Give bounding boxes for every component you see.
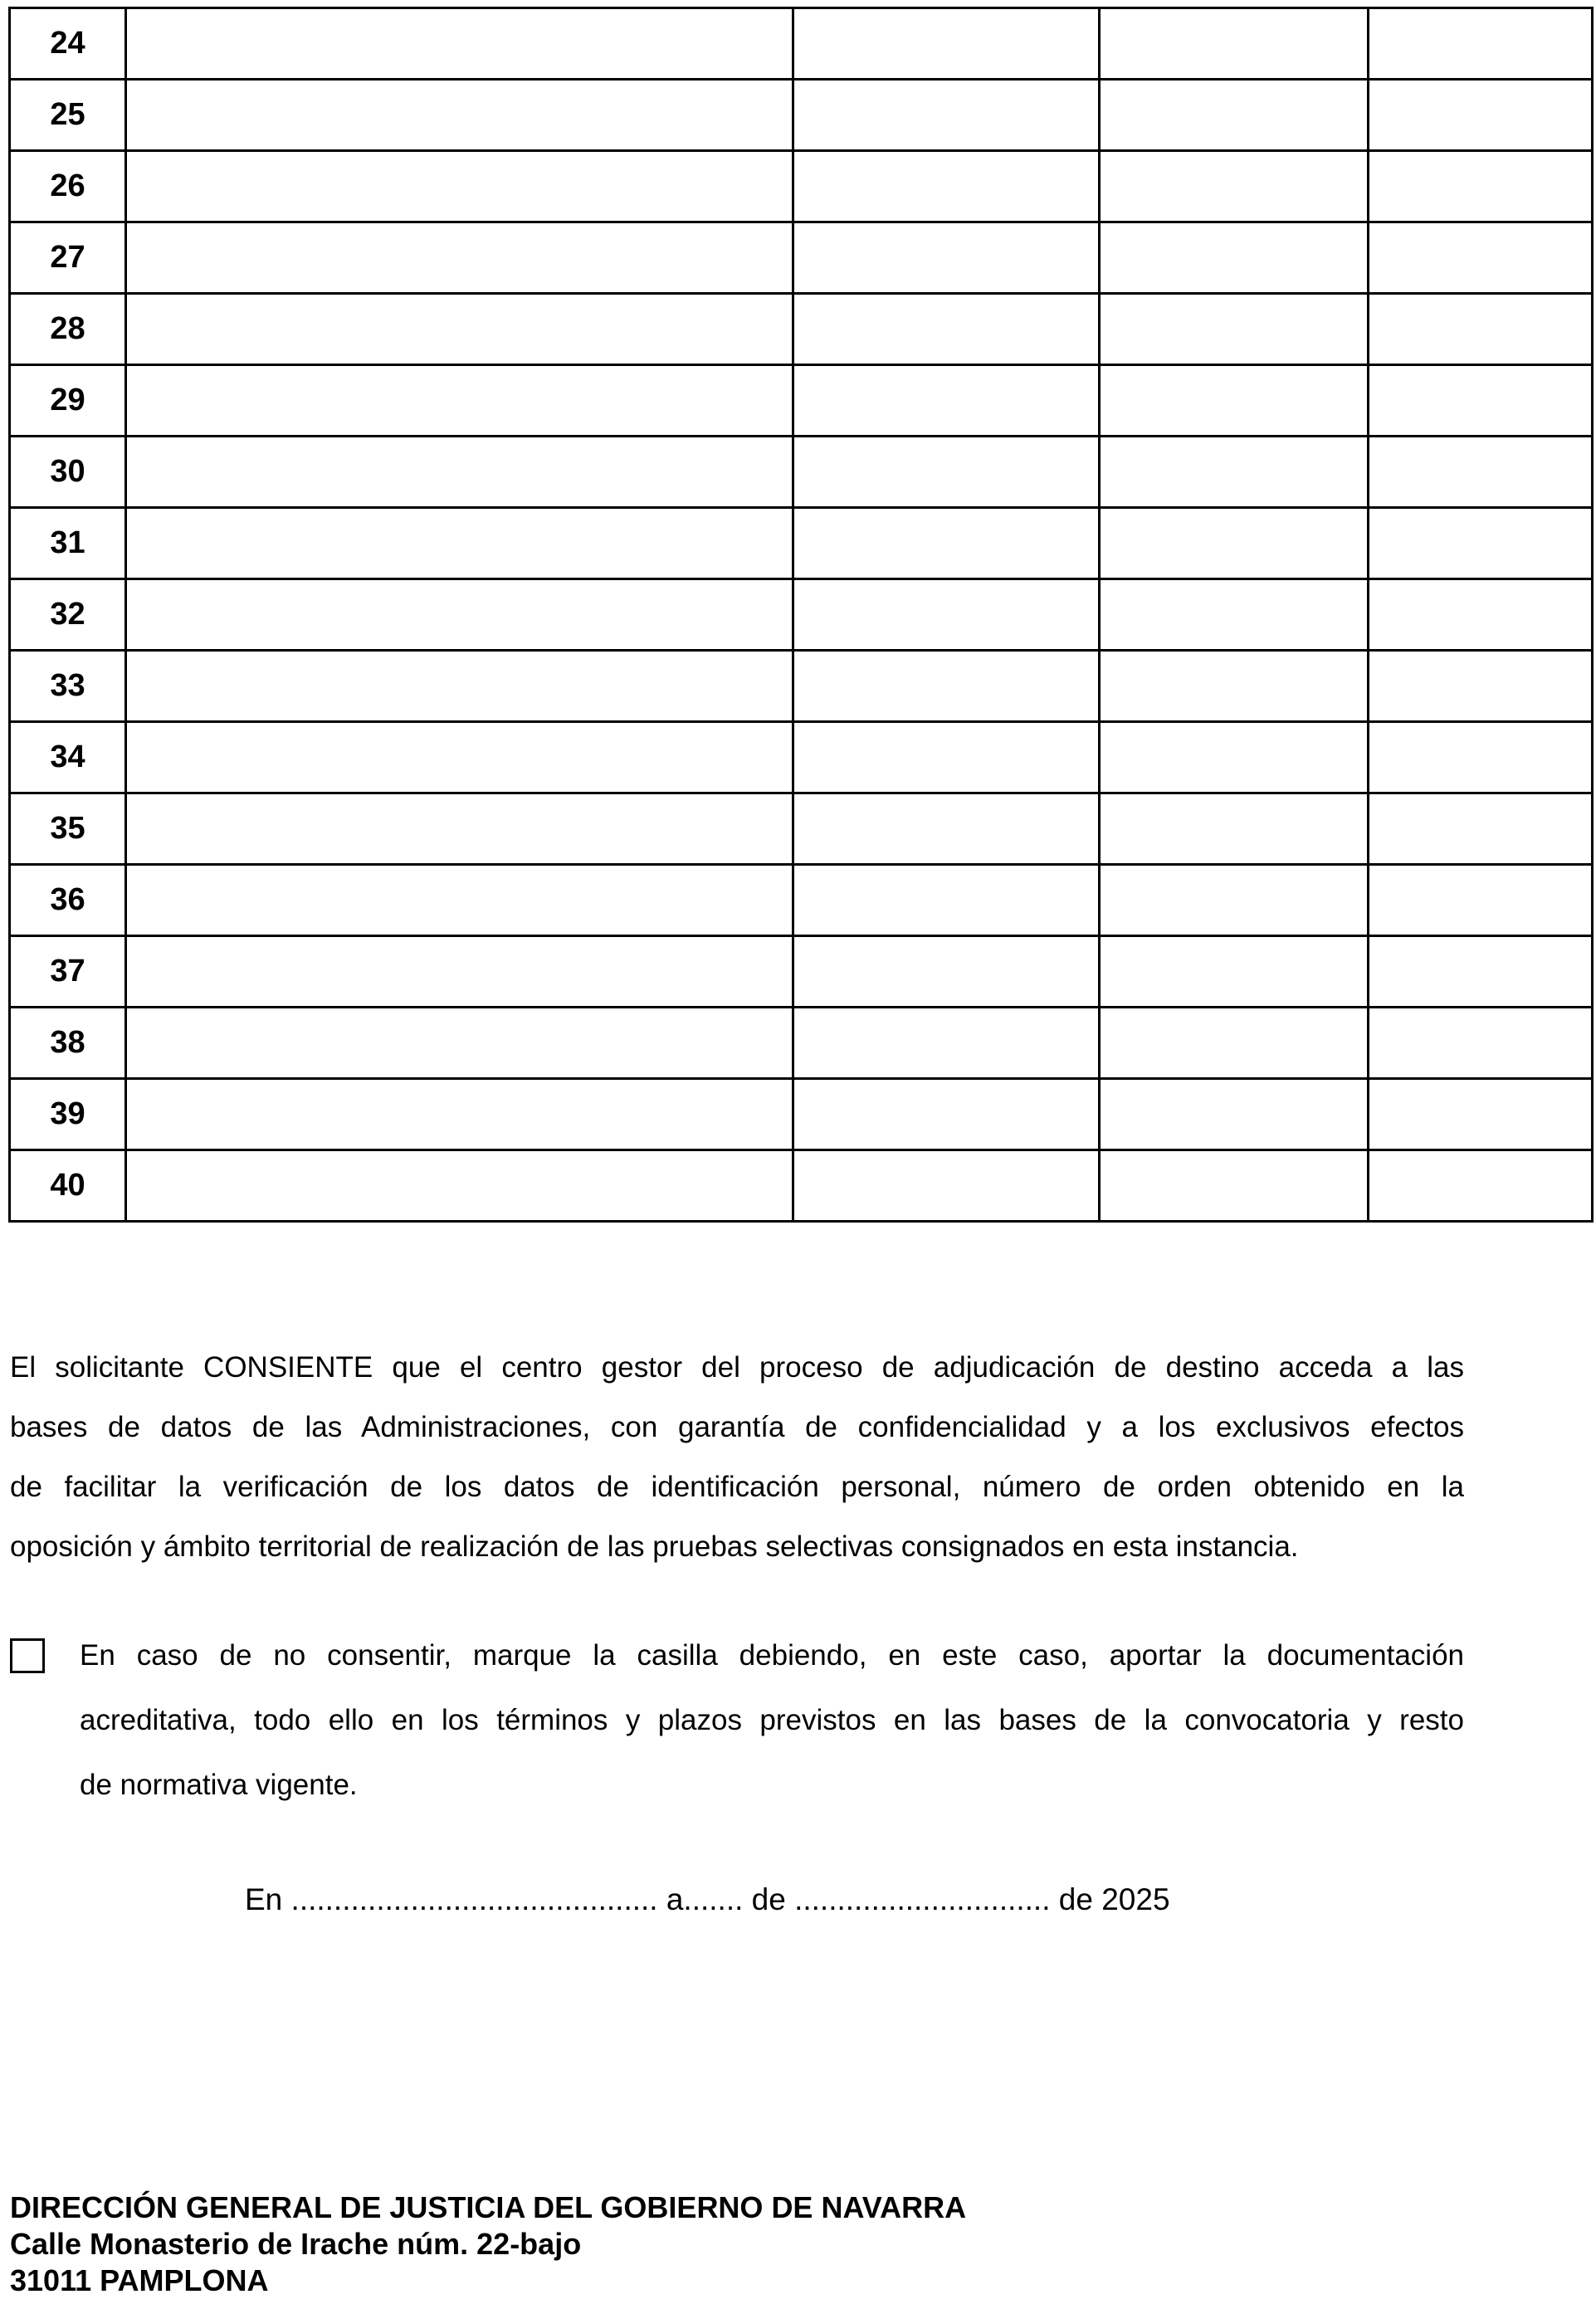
- empty-data-cell: [1100, 437, 1369, 508]
- table-row: [10, 722, 1593, 793]
- row-number-cell: 38: [10, 1008, 126, 1079]
- empty-data-cell: [1369, 722, 1593, 793]
- empty-data-cell: [1369, 151, 1593, 222]
- empty-data-cell: [126, 1079, 793, 1150]
- table-row: [10, 8, 1593, 80]
- empty-data-cell: [126, 80, 793, 151]
- empty-data-cell: [793, 508, 1100, 579]
- recipient-address-line2: Calle Monasterio de Irache núm. 22-bajo: [10, 2227, 582, 2261]
- row-number-cell: 24: [10, 8, 126, 80]
- row-number-cell: 27: [10, 222, 126, 294]
- row-number-cell: 40: [10, 1150, 126, 1222]
- empty-data-cell: [1100, 1008, 1369, 1079]
- empty-data-cell: [126, 936, 793, 1008]
- destinations-table: [8, 7, 1594, 1223]
- empty-data-cell: [126, 1150, 793, 1222]
- empty-data-cell: [793, 222, 1100, 294]
- consent-paragraph: [10, 1338, 1464, 1577]
- empty-data-cell: [1100, 508, 1369, 579]
- date-place-line: En ........................................... a....... de .............................. de 2025: [245, 1882, 1170, 1916]
- no-consent-paragraph: [80, 1623, 1464, 1818]
- empty-data-cell: [793, 294, 1100, 365]
- empty-data-cell: [126, 8, 793, 80]
- row-number-cell: 34: [10, 722, 126, 793]
- table-row: [10, 508, 1593, 579]
- row-number-cell: 28: [10, 294, 126, 365]
- empty-data-cell: [793, 936, 1100, 1008]
- table-row: [10, 865, 1593, 936]
- table-row: [10, 80, 1593, 151]
- consent-line: de facilitar la verificación de los datos de identificación personal, número de orden obtenido en la: [10, 1471, 1464, 1503]
- empty-data-cell: [1100, 365, 1369, 437]
- no-consent-line: acreditativa, todo ello en los términos y plazos previstos en las bases de la convocatoria y resto: [80, 1704, 1464, 1736]
- empty-data-cell: [1100, 8, 1369, 80]
- table-row: [10, 579, 1593, 651]
- empty-data-cell: [126, 222, 793, 294]
- empty-data-cell: [793, 1079, 1100, 1150]
- no-consent-line: de normativa vigente.: [80, 1769, 358, 1801]
- empty-data-cell: [1100, 651, 1369, 722]
- empty-data-cell: [1100, 865, 1369, 936]
- no-consent-checkbox[interactable]: [10, 1638, 45, 1673]
- recipient-address: [10, 2189, 966, 2299]
- empty-data-cell: [126, 865, 793, 936]
- empty-data-cell: [1369, 651, 1593, 722]
- empty-data-cell: [1100, 80, 1369, 151]
- empty-data-cell: [126, 722, 793, 793]
- consent-line: oposición y ámbito territorial de realización de las pruebas selectivas consignados en esta instancia.: [10, 1530, 1299, 1563]
- empty-data-cell: [126, 294, 793, 365]
- empty-data-cell: [126, 508, 793, 579]
- empty-data-cell: [126, 579, 793, 651]
- row-number-cell: 35: [10, 793, 126, 865]
- empty-data-cell: [1369, 579, 1593, 651]
- table-row: [10, 936, 1593, 1008]
- empty-data-cell: [1369, 294, 1593, 365]
- empty-data-cell: [793, 651, 1100, 722]
- table-row: [10, 437, 1593, 508]
- empty-data-cell: [793, 793, 1100, 865]
- empty-data-cell: [1100, 722, 1369, 793]
- empty-data-cell: [1100, 1150, 1369, 1222]
- empty-data-cell: [793, 151, 1100, 222]
- empty-data-cell: [1369, 8, 1593, 80]
- empty-data-cell: [793, 1008, 1100, 1079]
- empty-data-cell: [1369, 508, 1593, 579]
- destinations-table-body: [10, 8, 1593, 1222]
- empty-data-cell: [1369, 222, 1593, 294]
- table-row: [10, 1079, 1593, 1150]
- empty-data-cell: [793, 365, 1100, 437]
- recipient-address-line3: 31011 PAMPLONA: [10, 2263, 269, 2297]
- table-row: [10, 793, 1593, 865]
- empty-data-cell: [1100, 793, 1369, 865]
- consent-line: El solicitante CONSIENTE que el centro gestor del proceso de adjudicación de destino acceda a las: [10, 1351, 1464, 1384]
- empty-data-cell: [793, 1150, 1100, 1222]
- empty-data-cell: [793, 722, 1100, 793]
- row-number-cell: 37: [10, 936, 126, 1008]
- empty-data-cell: [1100, 151, 1369, 222]
- row-number-cell: 36: [10, 865, 126, 936]
- empty-data-cell: [793, 579, 1100, 651]
- empty-data-cell: [1369, 1079, 1593, 1150]
- empty-data-cell: [1369, 365, 1593, 437]
- consent-line: bases de datos de las Administraciones, con garantía de confidencialidad y a los exclusivos efectos: [10, 1411, 1464, 1443]
- row-number-cell: 26: [10, 151, 126, 222]
- table-row: [10, 651, 1593, 722]
- row-number-cell: 31: [10, 508, 126, 579]
- row-number-cell: 30: [10, 437, 126, 508]
- empty-data-cell: [126, 793, 793, 865]
- empty-data-cell: [126, 651, 793, 722]
- table-row: [10, 1150, 1593, 1222]
- table-row: [10, 151, 1593, 222]
- table-row: [10, 365, 1593, 437]
- empty-data-cell: [1100, 294, 1369, 365]
- empty-data-cell: [126, 437, 793, 508]
- empty-data-cell: [1369, 80, 1593, 151]
- row-number-cell: 29: [10, 365, 126, 437]
- row-number-cell: 33: [10, 651, 126, 722]
- table-row: [10, 1008, 1593, 1079]
- empty-data-cell: [126, 1008, 793, 1079]
- row-number-cell: 39: [10, 1079, 126, 1150]
- recipient-address-line1: DIRECCIÓN GENERAL DE JUSTICIA DEL GOBIERNO DE NAVARRA: [10, 2190, 967, 2224]
- row-number-cell: 25: [10, 80, 126, 151]
- empty-data-cell: [1100, 936, 1369, 1008]
- empty-data-cell: [1369, 1008, 1593, 1079]
- empty-data-cell: [1369, 1150, 1593, 1222]
- empty-data-cell: [1369, 936, 1593, 1008]
- no-consent-line: En caso de no consentir, marque la casilla debiendo, en este caso, aportar la documentación: [80, 1639, 1464, 1672]
- table-row: [10, 222, 1593, 294]
- empty-data-cell: [1369, 437, 1593, 508]
- empty-data-cell: [126, 365, 793, 437]
- empty-data-cell: [793, 8, 1100, 80]
- empty-data-cell: [793, 80, 1100, 151]
- empty-data-cell: [1369, 793, 1593, 865]
- empty-data-cell: [126, 151, 793, 222]
- empty-data-cell: [1369, 865, 1593, 936]
- empty-data-cell: [1100, 579, 1369, 651]
- row-number-cell: 32: [10, 579, 126, 651]
- empty-data-cell: [1100, 1079, 1369, 1150]
- empty-data-cell: [793, 865, 1100, 936]
- table-row: [10, 294, 1593, 365]
- empty-data-cell: [793, 437, 1100, 508]
- empty-data-cell: [1100, 222, 1369, 294]
